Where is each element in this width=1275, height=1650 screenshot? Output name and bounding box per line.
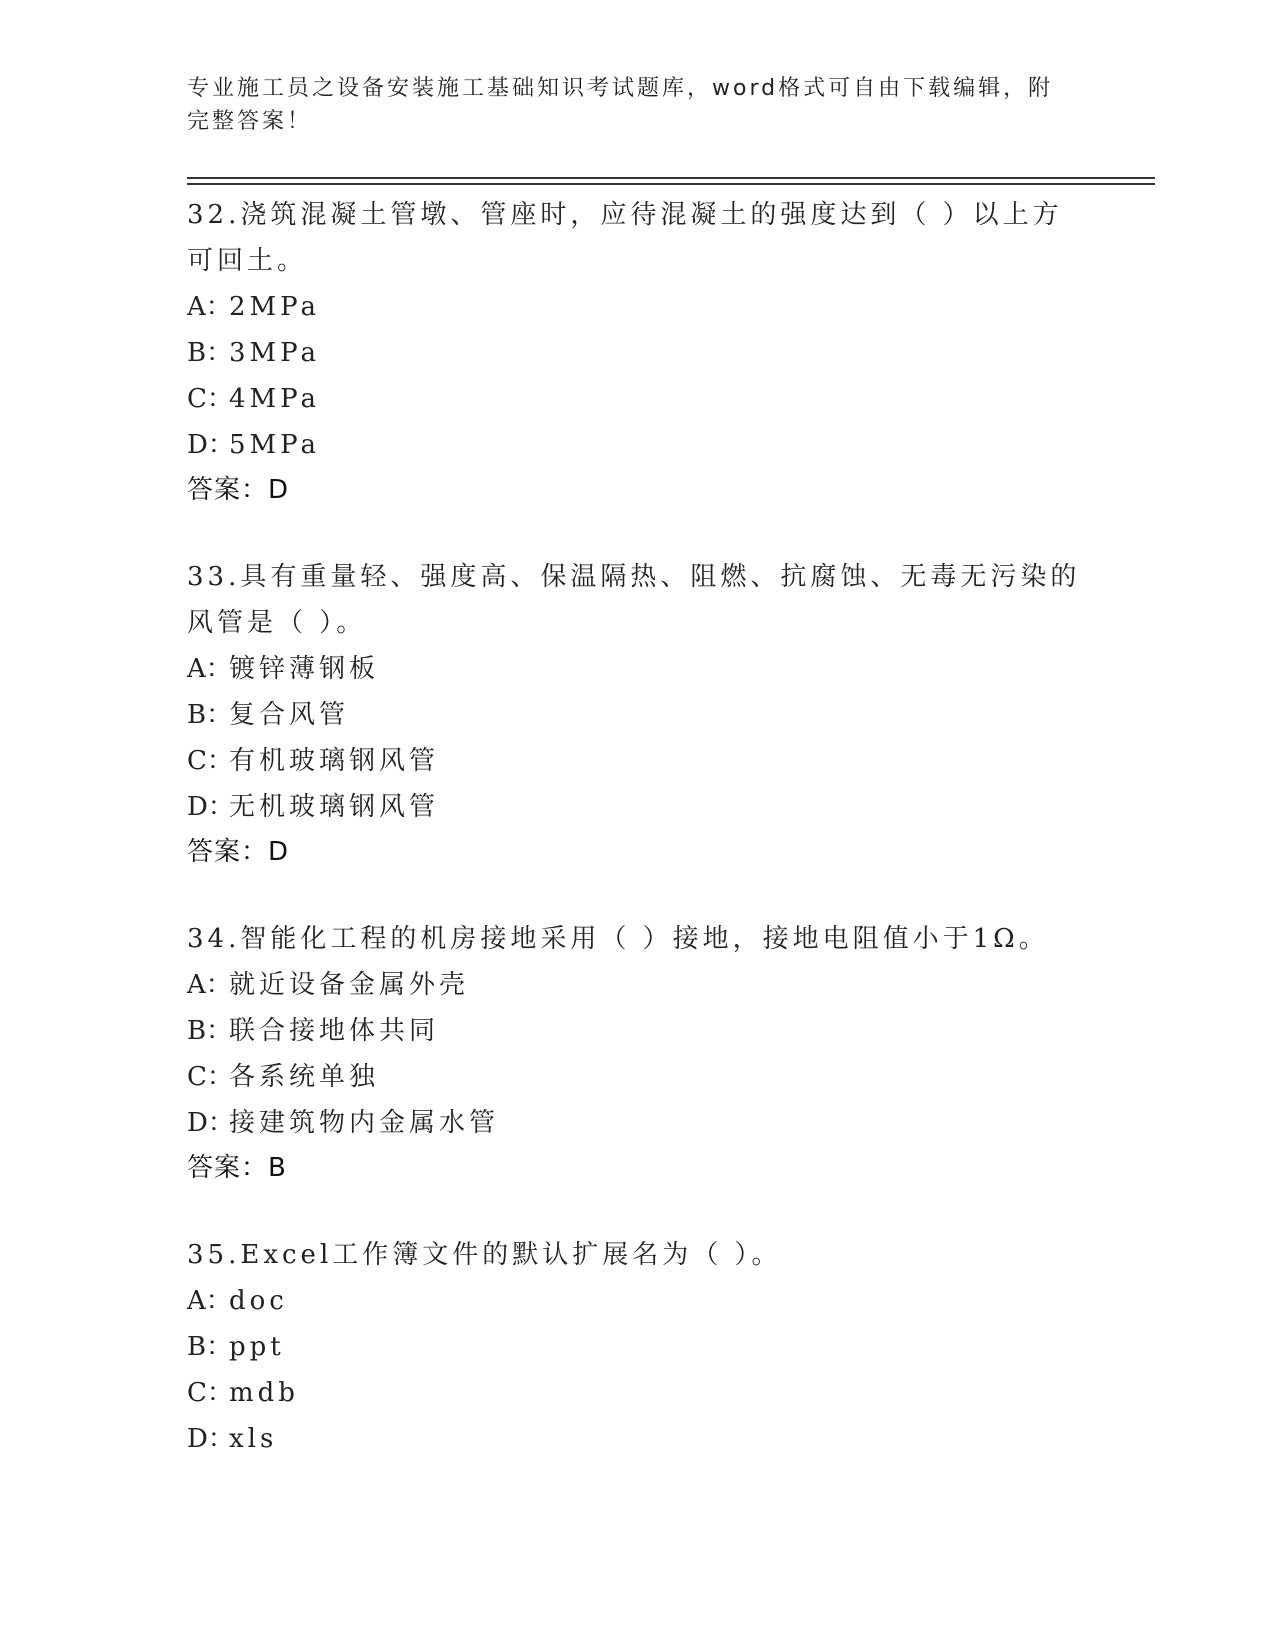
option-key: C： bbox=[187, 1062, 233, 1092]
option-b bbox=[187, 1324, 1087, 1370]
option-key: D： bbox=[187, 792, 234, 822]
header-rule-top bbox=[187, 177, 1155, 179]
question-stem: 34.智能化工程的机房接地采用（ ）接地，接地电阻值小于1Ω。 bbox=[187, 924, 1049, 954]
option-text: 无机玻璃钢风管 bbox=[229, 792, 440, 822]
option-c bbox=[187, 1054, 1087, 1100]
question-35 bbox=[187, 1232, 1087, 1462]
option-text: 2MPa bbox=[229, 292, 320, 322]
question-stem: 35.Excel工作簿文件的默认扩展名为（ ）。 bbox=[187, 1240, 782, 1270]
option-c bbox=[187, 376, 1087, 422]
option-key: D： bbox=[187, 430, 234, 460]
option-text: 接建筑物内金属水管 bbox=[229, 1108, 500, 1138]
option-a bbox=[187, 1278, 1087, 1324]
option-key: B： bbox=[187, 1332, 233, 1362]
question-33 bbox=[187, 554, 1087, 874]
option-text: 各系统单独 bbox=[229, 1062, 380, 1092]
option-key: A： bbox=[187, 970, 232, 1000]
question-34 bbox=[187, 916, 1087, 1190]
option-text: 5MPa bbox=[229, 430, 320, 460]
option-key: B： bbox=[187, 338, 233, 368]
option-key: A： bbox=[187, 654, 232, 684]
question-stem: 33.具有重量轻、强度高、保温隔热、阻燃、抗腐蚀、无毒无污染的风管是（ ）。 bbox=[187, 562, 1081, 638]
option-key: B： bbox=[187, 700, 233, 730]
option-text: ppt bbox=[229, 1332, 285, 1362]
option-key: A： bbox=[187, 292, 232, 322]
answer-line: 答案：B bbox=[187, 1153, 287, 1183]
question-32 bbox=[187, 192, 1087, 512]
option-a bbox=[187, 962, 1087, 1008]
option-text: 复合风管 bbox=[229, 700, 350, 730]
option-key: D： bbox=[187, 1424, 234, 1454]
option-key: C： bbox=[187, 1378, 233, 1408]
option-a bbox=[187, 646, 1087, 692]
answer-line: 答案：D bbox=[187, 837, 290, 867]
option-b bbox=[187, 330, 1087, 376]
option-a bbox=[187, 284, 1087, 330]
option-key: A： bbox=[187, 1286, 232, 1316]
option-text: xls bbox=[229, 1424, 278, 1454]
option-c bbox=[187, 738, 1087, 784]
option-b bbox=[187, 1008, 1087, 1054]
question-stem: 32.浇筑混凝土管墩、管座时，应待混凝土的强度达到（ ）以上方可回土。 bbox=[187, 200, 1063, 276]
option-d bbox=[187, 784, 1087, 830]
answer-line: 答案：D bbox=[187, 475, 290, 505]
option-c bbox=[187, 1370, 1087, 1416]
document-header: 专业施工员之设备安装施工基础知识考试题库，word格式可自由下载编辑，附完整答案！ bbox=[187, 76, 1054, 134]
option-d bbox=[187, 1416, 1087, 1462]
option-key: C： bbox=[187, 384, 233, 414]
option-key: C： bbox=[187, 746, 233, 776]
option-text: 4MPa bbox=[229, 384, 320, 414]
option-text: 3MPa bbox=[229, 338, 320, 368]
option-key: D： bbox=[187, 1108, 234, 1138]
option-text: mdb bbox=[229, 1378, 299, 1408]
question-list bbox=[187, 192, 1087, 1504]
option-d bbox=[187, 422, 1087, 468]
option-text: 就近设备金属外壳 bbox=[229, 970, 470, 1000]
option-text: 镀锌薄钢板 bbox=[229, 654, 380, 684]
option-text: 联合接地体共同 bbox=[229, 1016, 440, 1046]
option-key: B： bbox=[187, 1016, 233, 1046]
option-text: 有机玻璃钢风管 bbox=[229, 746, 440, 776]
option-b bbox=[187, 692, 1087, 738]
option-text: doc bbox=[229, 1286, 288, 1316]
option-d bbox=[187, 1100, 1087, 1146]
header-rule-bottom bbox=[187, 183, 1155, 185]
